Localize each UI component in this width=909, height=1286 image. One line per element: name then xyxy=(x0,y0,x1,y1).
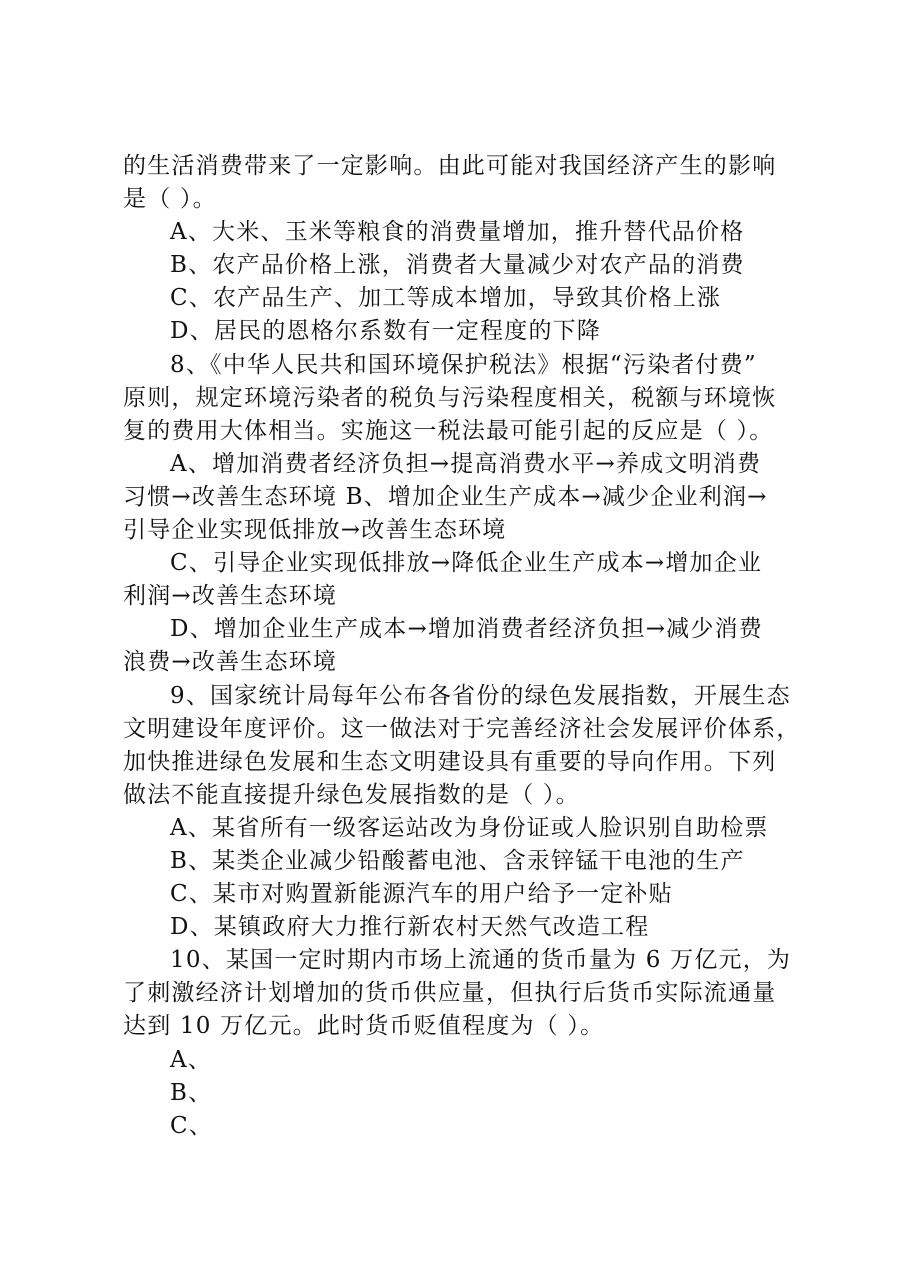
question-9-stem-line: 9、国家统计局每年公布各省份的绿色发展指数，开展生态 xyxy=(170,682,791,709)
question-10-option-b: B、 xyxy=(170,1079,213,1106)
question-10-option-a: A、 xyxy=(170,1046,213,1073)
question-7-stem-line: 是（ ）。 xyxy=(123,186,217,213)
question-9-stem-line: 加快推进绿色发展和生态文明建设具有重要的导向作用。下列 xyxy=(123,748,777,775)
question-10-stem-line: 了刺激经济计划增加的货币供应量，但执行后货币实际流通量 xyxy=(123,980,777,1007)
question-8-option-d: D、增加企业生产成本→增加消费者经济负担→减少消费 xyxy=(170,616,763,643)
question-10-stem-line: 10、某国一定时期内市场上流通的货币量为 6 万亿元，为 xyxy=(170,947,792,974)
question-8-option-c: C、引导企业实现低排放→降低企业生产成本→增加企业 xyxy=(170,550,763,577)
question-9-option-a: A、某省所有一级客运站改为身份证或人脸识别自助检票 xyxy=(170,814,769,841)
question-8-stem-line: 原则，规定环境污染者的税负与污染程度相关，税额与环境恢 xyxy=(123,384,777,411)
question-7-option-c: C、农产品生产、加工等成本增加，导致其价格上涨 xyxy=(170,285,722,312)
question-8-option-a: A、增加消费者经济负担→提高消费水平→养成文明消费 xyxy=(170,450,762,477)
question-7-option-d: D、居民的恩格尔系数有一定程度的下降 xyxy=(170,318,602,345)
question-8-stem-line: 8、《中华人民共和国环境保护税法》根据“污染者付费” xyxy=(170,351,757,378)
question-8-option-d: 浪费→改善生态环境 xyxy=(123,649,338,676)
document-body xyxy=(123,150,803,1143)
question-9-option-b: B、某类企业减少铅酸蓄电池、含汞锌锰干电池的生产 xyxy=(170,847,745,874)
question-8-option-a-b: 习惯→改善生态环境 B、增加企业生产成本→减少企业利润→ xyxy=(123,483,768,510)
question-9-option-d: D、某镇政府大力推行新农村天然气改造工程 xyxy=(170,914,650,941)
question-9-option-c: C、某市对购置新能源汽车的用户给予一定补贴 xyxy=(170,881,673,908)
question-7-option-b: B、农产品价格上涨，消费者大量减少对农产品的消费 xyxy=(170,252,745,279)
question-8-option-c: 利润→改善生态环境 xyxy=(123,583,338,610)
question-8-option-b: 引导企业实现低排放→改善生态环境 xyxy=(123,517,507,544)
question-8-stem-line: 复的费用大体相当。实施这一税法最可能引起的反应是（ ）。 xyxy=(123,417,774,444)
question-7-stem-line: 的生活消费带来了一定影响。由此可能对我国经济产生的影响 xyxy=(123,153,777,179)
question-10-stem-line: 达到 10 万亿元。此时货币贬值程度为（ ）。 xyxy=(123,1013,605,1040)
question-7-option-a: A、大米、玉米等粮食的消费量增加，推升替代品价格 xyxy=(170,219,745,246)
question-10-option-c: C、 xyxy=(170,1112,213,1139)
question-9-stem-line: 文明建设年度评价。这一做法对于完善经济社会发展评价体系， xyxy=(123,715,801,742)
question-9-stem-line: 做法不能直接提升绿色发展指数的是（ ）。 xyxy=(123,781,580,808)
